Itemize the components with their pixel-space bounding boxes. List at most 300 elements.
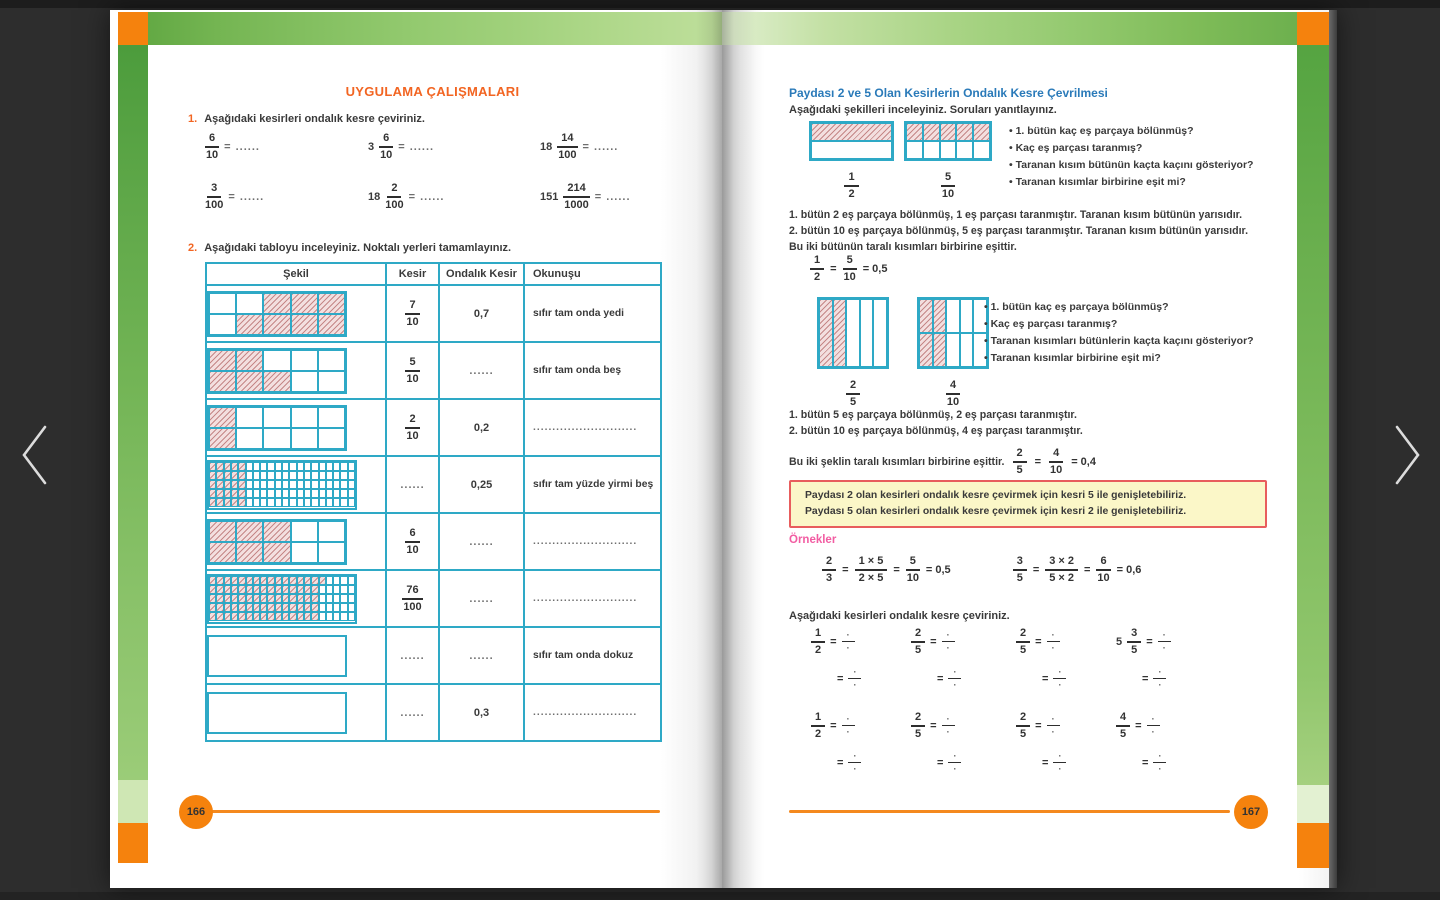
kesir-cell	[386, 627, 439, 684]
denominator: 2 × 5	[858, 572, 884, 584]
grid-cell	[333, 603, 340, 612]
grid-cell	[260, 576, 267, 585]
table-row	[206, 399, 661, 456]
table-row	[206, 570, 661, 627]
grid-cell	[275, 480, 282, 489]
denominator: 10	[406, 543, 419, 556]
numerator: 3	[1127, 628, 1141, 643]
grid-cell	[319, 489, 326, 498]
grid-cell	[238, 480, 245, 489]
grid-cell	[348, 594, 355, 603]
denominator: 10	[1097, 572, 1110, 584]
grid-cell	[275, 462, 282, 471]
grid-cell	[326, 462, 333, 471]
exercise-item	[1016, 628, 1116, 704]
okunus-cell: ...........................	[524, 570, 661, 627]
fraction-exercise-item	[540, 180, 631, 214]
grid-cell	[263, 542, 290, 563]
grid-cell	[291, 407, 318, 428]
table-row	[206, 627, 661, 684]
grid-cell	[246, 594, 253, 603]
grid-cell	[282, 462, 289, 471]
grid-cell	[973, 123, 990, 141]
grid-cell	[326, 489, 333, 498]
grid-cell	[282, 585, 289, 594]
denominator: 5	[1016, 572, 1023, 584]
exercise-item	[911, 628, 1016, 704]
fraction	[906, 556, 920, 584]
grid-cell	[348, 489, 355, 498]
question-bullets-1	[1009, 123, 1309, 191]
equation-text: =	[1032, 564, 1040, 576]
green-side-band-left	[118, 45, 148, 780]
fraction	[941, 172, 955, 200]
grid-cell	[319, 585, 326, 594]
blank-fraction	[842, 715, 855, 737]
fraction-grid-shape	[207, 574, 357, 624]
grid-cell	[326, 498, 333, 507]
grid-cell	[236, 428, 263, 449]
viewer-top-frame	[0, 0, 1440, 8]
denominator: ·	[853, 680, 857, 690]
grid-cell	[231, 498, 238, 507]
grid-cell	[318, 371, 345, 392]
fraction	[557, 133, 577, 161]
page-right	[722, 10, 1329, 888]
grid-cell	[940, 123, 957, 141]
grid-cell	[340, 594, 347, 603]
grid-cell	[209, 489, 216, 498]
grid-cell	[236, 407, 263, 428]
grid-cell	[253, 612, 260, 621]
blank-fraction	[1147, 715, 1160, 737]
grid-cell	[319, 612, 326, 621]
grid-cell	[224, 603, 231, 612]
denominator: 10	[946, 396, 960, 408]
grid-cell	[291, 314, 318, 335]
grid-cell	[340, 585, 347, 594]
grid-cell	[846, 299, 860, 367]
grid-cell	[833, 299, 847, 367]
answer-blank: = ......	[594, 191, 631, 203]
grid-cell	[263, 293, 290, 314]
numerator: 5	[906, 556, 920, 571]
exercise-item	[911, 712, 1016, 788]
kesir-cell	[386, 684, 439, 741]
numerator: 5	[843, 255, 857, 270]
fraction	[822, 556, 836, 584]
grid-cell	[260, 471, 267, 480]
grid-cell	[231, 471, 238, 480]
grid-cell	[326, 576, 333, 585]
grid-cell	[304, 462, 311, 471]
exercise-line-2	[1142, 668, 1171, 690]
denominator: 5	[1120, 728, 1127, 740]
exercise-item	[1116, 628, 1171, 704]
grid-cell	[289, 489, 296, 498]
fraction	[1096, 556, 1110, 584]
fraction-grid-shape	[207, 405, 347, 451]
bullet-question: • Kaç eş parçası taranmış?	[1009, 140, 1309, 157]
blank-fraction	[1053, 752, 1066, 774]
grid-cell	[236, 521, 263, 542]
grid-cell	[253, 498, 260, 507]
statement-text: Bu iki şeklin taralı kısımları birbirine eşittir.	[789, 456, 1005, 468]
grid-cell	[231, 480, 238, 489]
grid-cell	[333, 594, 340, 603]
grid-cell	[348, 471, 355, 480]
header-kesir: Kesir	[386, 263, 439, 285]
viewer-bottom-frame	[0, 892, 1440, 900]
grid-cell	[319, 462, 326, 471]
ondalik-cell: 0,7	[439, 285, 524, 342]
grid-cell	[811, 123, 892, 141]
equation-text: =	[893, 564, 900, 576]
equals-sign: =	[1035, 636, 1042, 648]
equals-sign: =	[1035, 720, 1042, 732]
equals-sign: =	[937, 757, 944, 769]
numerator: ·	[948, 668, 961, 679]
grid-cell	[340, 480, 347, 489]
grid-cell	[289, 471, 296, 480]
grid-cell	[231, 576, 238, 585]
grid-cell	[238, 489, 245, 498]
denominator: 10	[1050, 464, 1063, 476]
numerator: 14	[557, 133, 577, 148]
grid-cell	[304, 576, 311, 585]
grid-cell	[246, 576, 253, 585]
orange-block-left	[118, 823, 148, 863]
grid-cell	[231, 585, 238, 594]
denominator: ·	[1151, 727, 1155, 737]
equals-sign: =	[830, 720, 837, 732]
grid-cell	[216, 603, 223, 612]
grid-cell	[291, 542, 318, 563]
grid-cell	[340, 612, 347, 621]
grid-cell	[348, 603, 355, 612]
grid-cell	[289, 612, 296, 621]
grid-cell	[318, 542, 345, 563]
grid-cell	[267, 462, 274, 471]
examples-title: Örnekler	[789, 534, 837, 546]
book-spread	[110, 10, 1337, 888]
fractions-table	[205, 262, 662, 742]
figure	[917, 297, 989, 408]
grid-cell	[209, 594, 216, 603]
figure-row-1	[809, 121, 992, 200]
fraction-exercise-item	[540, 130, 631, 164]
denominator: 3	[826, 572, 833, 584]
denominator: 2	[848, 188, 855, 200]
grid-cell	[340, 462, 347, 471]
grid-cell	[348, 462, 355, 471]
fraction	[810, 255, 824, 283]
exercise-line-2	[1042, 668, 1116, 690]
blank-fraction	[948, 752, 961, 774]
grid-cell	[263, 428, 290, 449]
empty-rectangle-shape	[207, 692, 347, 734]
grid-cell	[282, 480, 289, 489]
denominator: ·	[953, 764, 957, 774]
grid-cell	[224, 594, 231, 603]
grid-cell	[297, 612, 304, 621]
grid-cell	[275, 471, 282, 480]
grid-cell	[326, 480, 333, 489]
header-okunusu: Okunuşu	[524, 263, 661, 285]
fraction	[563, 183, 589, 211]
equation-half	[810, 255, 887, 283]
equation-text: = 0,5	[925, 564, 951, 576]
fraction-grid-shape	[917, 297, 989, 369]
table-row	[206, 456, 661, 513]
numerator: 1	[844, 172, 858, 187]
grid-cell	[289, 462, 296, 471]
denominator: 5	[1020, 644, 1027, 656]
exercise-line-1	[1016, 628, 1116, 656]
grid-cell	[291, 371, 318, 392]
grid-cell	[253, 462, 260, 471]
kesir-cell	[386, 570, 439, 627]
grid-cell	[209, 462, 216, 471]
grid-cell	[238, 471, 245, 480]
grid-cell	[860, 299, 874, 367]
exercise-line-1	[911, 628, 1016, 656]
answer-blank: = ......	[398, 141, 435, 153]
kesir-cell	[386, 456, 439, 513]
grid-cell	[282, 576, 289, 585]
grid-cell	[333, 498, 340, 507]
grid-cell	[216, 471, 223, 480]
fraction	[811, 628, 825, 656]
exercise1-prompt: Aşağıdaki kesirleri ondalık kesre çeviriniz.	[204, 113, 425, 125]
table-row	[206, 513, 661, 570]
grid-cell	[289, 585, 296, 594]
equals-sign: =	[1042, 673, 1049, 685]
numerator: 2	[405, 414, 419, 429]
grid-cell	[246, 585, 253, 594]
grid-cell	[933, 333, 947, 367]
grid-cell	[209, 428, 236, 449]
denominator: 5	[915, 644, 922, 656]
fraction	[405, 414, 419, 442]
statements-1	[789, 208, 1314, 256]
fraction-grid-shape	[207, 519, 347, 565]
grid-cell	[326, 603, 333, 612]
equals-sign: =	[1042, 757, 1049, 769]
orange-corner-left	[118, 12, 148, 45]
exercise-line-1	[1116, 628, 1171, 656]
grid-cell	[275, 576, 282, 585]
grid-cell	[304, 498, 311, 507]
numerator: ·	[1053, 752, 1066, 763]
grid-cell	[236, 371, 263, 392]
whole-number: 18	[540, 141, 553, 153]
exercise1-number: 1.	[188, 113, 198, 125]
denominator: ·	[846, 643, 850, 653]
denominator: 2	[814, 271, 821, 283]
denominator: 100	[205, 199, 224, 211]
grid-cell	[236, 350, 263, 371]
fraction	[402, 585, 422, 613]
grid-cell	[263, 371, 290, 392]
shape-cell	[206, 285, 386, 342]
green-top-band-left	[148, 12, 722, 45]
table-header-row	[206, 263, 661, 285]
grid-cell	[819, 299, 833, 367]
numerator: 2	[1013, 448, 1027, 463]
grid-cell	[253, 585, 260, 594]
answer-blank: = ......	[228, 191, 265, 203]
grid-cell	[304, 603, 311, 612]
denominator: 2	[815, 728, 822, 740]
grid-cell	[919, 333, 933, 367]
equation-text: =	[842, 564, 849, 576]
footer-rule-right	[789, 810, 1230, 813]
numerator: ·	[1147, 715, 1160, 726]
denominator: 5	[1020, 728, 1027, 740]
numerator: ·	[942, 715, 955, 726]
grid-cell	[297, 462, 304, 471]
fraction-exercise-item	[205, 130, 368, 164]
grid-cell	[263, 407, 290, 428]
grid-cell	[919, 299, 933, 333]
equation-text: = 0,4	[1071, 456, 1096, 468]
denominator: ·	[1051, 643, 1055, 653]
fraction	[379, 133, 393, 161]
okunus-cell: sıfır tam onda beş	[524, 342, 661, 399]
grid-cell	[291, 521, 318, 542]
numerator: 2	[911, 712, 925, 727]
grid-cell	[348, 585, 355, 594]
shape-cell	[206, 627, 386, 684]
grid-cell	[209, 407, 236, 428]
equation-text: =	[1084, 564, 1091, 576]
okunus-cell: ...........................	[524, 684, 661, 741]
denominator: 10	[406, 372, 419, 385]
shape-cell	[206, 456, 386, 513]
blank-fraction	[1047, 631, 1060, 653]
grid-cell	[267, 612, 274, 621]
fraction-grid-shape	[207, 460, 357, 510]
blank-fraction	[1053, 668, 1066, 690]
exercise-line-2	[837, 752, 911, 774]
ondalik-cell: 0,25	[439, 456, 524, 513]
grid-cell	[209, 612, 216, 621]
grid-cell	[811, 141, 892, 159]
grid-cell	[282, 612, 289, 621]
numerator: 76	[402, 585, 422, 600]
grid-cell	[267, 576, 274, 585]
grid-cell	[263, 521, 290, 542]
exercise-line-1	[1016, 712, 1116, 740]
figure-row-2	[817, 297, 989, 408]
grid-cell	[311, 585, 318, 594]
grid-cell	[246, 471, 253, 480]
grid-cell	[253, 603, 260, 612]
grid-cell	[973, 141, 990, 159]
blank-fraction	[1158, 631, 1171, 653]
grid-cell	[333, 471, 340, 480]
statement-line: Paydası 2 olan kesirleri ondalık kesre çevirmek için kesri 5 ile genişletebiliriz.	[805, 490, 1187, 501]
blank-fraction	[848, 752, 861, 774]
grid-cell	[340, 471, 347, 480]
exercise-prompt: Aşağıdaki kesirleri ondalık kesre çeviriniz.	[789, 610, 1010, 622]
grid-cell	[260, 498, 267, 507]
orange-corner-right	[1297, 12, 1329, 45]
grid-cell	[311, 594, 318, 603]
equals-sign: =	[837, 673, 844, 685]
answer-blank: = ......	[224, 141, 260, 153]
grid-cell	[231, 489, 238, 498]
grid-cell	[260, 612, 267, 621]
numerator: ·	[1153, 668, 1166, 679]
numerator: ·	[1047, 631, 1060, 642]
exercise-grid	[811, 628, 1171, 788]
grid-cell	[923, 123, 940, 141]
grid-cell	[311, 480, 318, 489]
grid-cell	[275, 594, 282, 603]
numerator: 4	[1116, 712, 1130, 727]
grid-cell	[231, 462, 238, 471]
grid-cell	[906, 123, 923, 141]
exercise2-number: 2.	[188, 242, 198, 254]
grid-cell	[348, 498, 355, 507]
denominator: ·	[953, 680, 957, 690]
grid-cell	[260, 480, 267, 489]
grid-cell	[209, 471, 216, 480]
grid-cell	[319, 480, 326, 489]
question-bullets-2	[984, 299, 1296, 367]
grid-cell	[960, 299, 974, 333]
fraction-grid-shape	[207, 348, 347, 394]
fraction	[1127, 628, 1141, 656]
grid-cell	[209, 371, 236, 392]
equals-sign: =	[930, 720, 937, 732]
grid-cell	[267, 489, 274, 498]
kesir-cell	[386, 342, 439, 399]
statement-line: 2. bütün 10 eş parçaya bölünmüş, 5 eş parçası taranmıştır. Taranan kısım bütünün yarısıdır.	[789, 224, 1249, 237]
spine-shadow-right	[722, 10, 756, 888]
fraction	[855, 556, 888, 584]
highlight-note-box	[789, 480, 1267, 528]
denominator: 5	[1016, 464, 1023, 476]
grid-cell	[224, 498, 231, 507]
grid-cell	[216, 594, 223, 603]
grid-cell	[906, 141, 923, 159]
grid-cell	[275, 489, 282, 498]
next-page-button[interactable]	[1386, 420, 1430, 490]
grid-cell	[253, 576, 260, 585]
grid-cell	[209, 350, 236, 371]
okunus-cell: ...........................	[524, 513, 661, 570]
statement-line: Paydası 5 olan kesirleri ondalık kesre çevirmek için kesri 2 ile genişletebiliriz.	[805, 506, 1187, 518]
grid-cell	[311, 576, 318, 585]
numerator: ·	[948, 752, 961, 763]
grid-cell	[260, 603, 267, 612]
grid-cell	[224, 480, 231, 489]
grid-cell	[231, 603, 238, 612]
right-page-title: Paydası 2 ve 5 Olan Kesirlerin Ondalık Kesre Çevrilmesi	[789, 86, 1108, 100]
grid-cell	[318, 350, 345, 371]
fraction	[1013, 556, 1027, 584]
prev-page-button[interactable]	[12, 420, 56, 490]
grid-cell	[319, 471, 326, 480]
denominator: ·	[1058, 680, 1062, 690]
grid-cell	[236, 293, 263, 314]
grid-cell	[297, 585, 304, 594]
statement-line: 2. bütün 10 eş parçaya bölünmüş, 4 eş parçası taranmıştır.	[789, 424, 1083, 437]
grid-cell	[216, 498, 223, 507]
